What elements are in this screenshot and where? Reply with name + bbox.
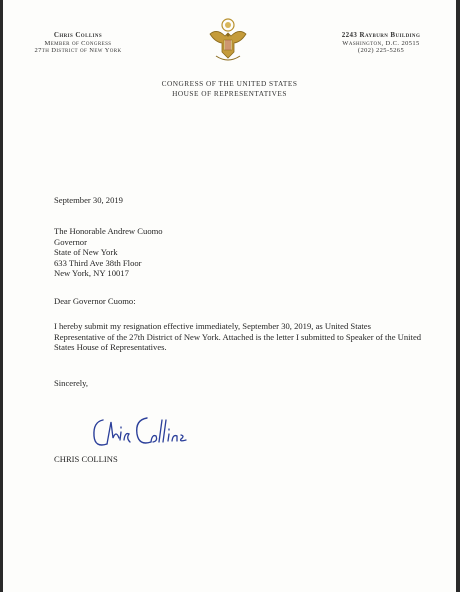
recipient-line: The Honorable Andrew Cuomo — [54, 226, 163, 236]
office-phone: (202) 225-5265 — [357, 47, 405, 55]
closing: Sincerely, — [54, 378, 89, 388]
house-line: HOUSE OF REPRESENTATIVES — [172, 89, 287, 98]
recipient-line: New York, NY 10017 — [54, 268, 129, 278]
us-eagle-seal-icon — [206, 16, 250, 66]
member-name: Chris Collins — [53, 31, 103, 39]
recipient-line: Governor — [54, 236, 87, 247]
congress-heading — [3, 79, 456, 99]
recipient-line: 633 Third Ave 38th Floor — [54, 257, 142, 268]
recipient-address — [54, 226, 434, 279]
letter-body: I hereby submit my resignation effective immediately, September 30, 2019, as United States Representative of the 27th District of New York. Attached is the letter I submitted to Speaker of the United States House of Representatives. — [54, 321, 422, 352]
congress-line: CONGRESS OF THE UNITED STATES — [161, 79, 298, 88]
recipient-line: State of New York — [54, 247, 118, 257]
member-district: 27th District of New York — [34, 47, 122, 55]
handwritten-signature — [89, 408, 189, 456]
letter-date: September 30, 2019 — [54, 195, 123, 205]
salutation: Dear Governor Cuomo: — [54, 296, 136, 306]
letterhead-left — [23, 32, 133, 55]
office-address: 2243 Rayburn Building — [341, 31, 421, 39]
office-city: Washington, D.C. 20515 — [342, 39, 420, 47]
signature-name: CHRIS COLLINS — [54, 454, 118, 464]
letter-page — [3, 0, 456, 592]
letterhead-right — [321, 32, 441, 55]
member-title: Member of Congress — [44, 39, 112, 47]
